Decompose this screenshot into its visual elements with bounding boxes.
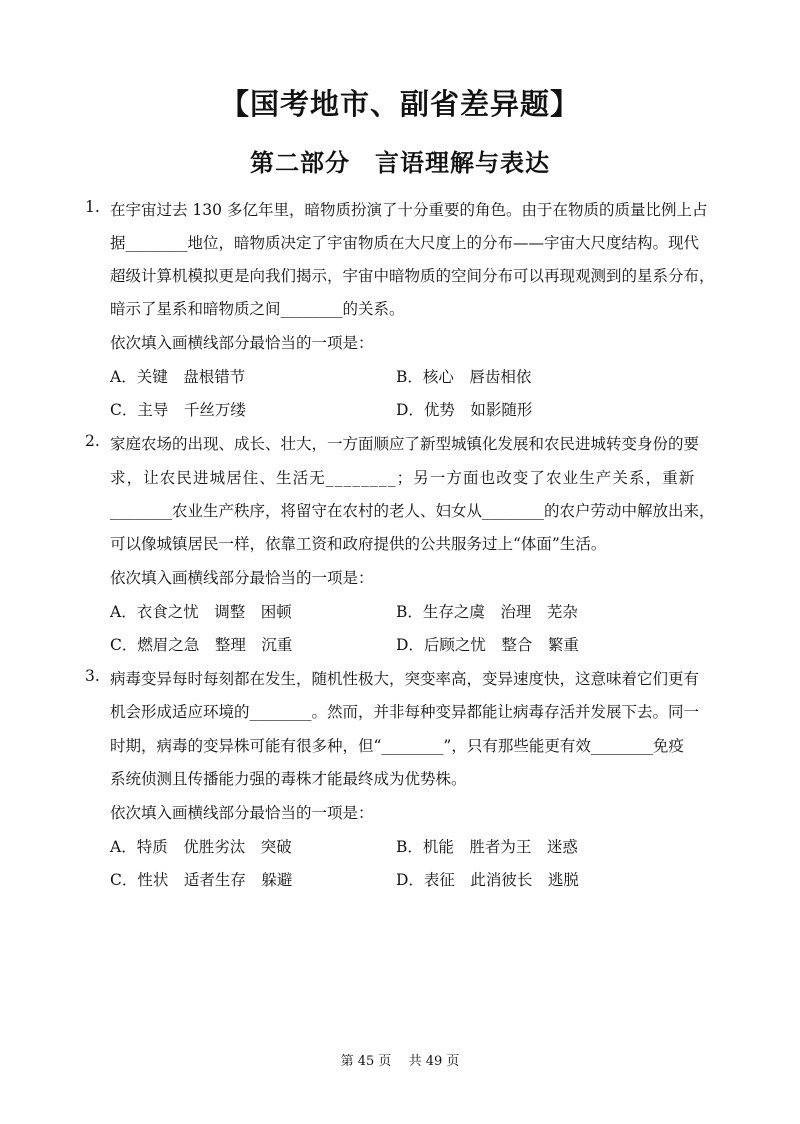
option-d: D．优势 如影随形	[396, 401, 533, 419]
question-prompt: 依次填入画横线部分最恰当的一项是：	[110, 569, 374, 587]
question-text-line: 系统侦测且传播能力强的毒株才能最终成为优势株。	[110, 770, 467, 788]
option-c: C．燃眉之急 整理 沉重	[110, 636, 293, 654]
section-heading: 第二部分 言语理解与表达	[250, 149, 550, 177]
question-text-line: 时期，病毒的变异株可能有很多种，但“________”，只有那些能更有效________免疫	[110, 737, 684, 755]
option-b: B．核心 唇齿相依	[396, 368, 532, 386]
page-title: 【国考地市、副省差异题】	[219, 87, 580, 121]
question-prompt: 依次填入画横线部分最恰当的一项是：	[110, 804, 374, 822]
question-text-line: 病毒变异每时每刻都在发生，随机性极大，突变率高，变异速度快，这意味着它们更有	[110, 670, 700, 688]
option-a: A．关键 盘根错节	[110, 368, 246, 386]
question-number: 2.	[85, 432, 100, 450]
option-b: B．机能 胜者为王 迷惑	[396, 838, 578, 856]
question-text-line: 求，让农民进城居住、生活无________；另一方面也改变了农业生产关系，重新	[110, 469, 696, 487]
question-prompt: 依次填入画横线部分最恰当的一项是：	[110, 334, 374, 352]
question-text-line: 暗示了星系和暗物质之间________的关系。	[110, 300, 405, 318]
option-d: D．表征 此消彼长 逃脱	[396, 871, 579, 889]
question-text-line: 据________地位，暗物质决定了宇宙物质在大尺度上的分布——宇宙大尺度结构。现代	[110, 234, 700, 252]
question-text-line: 超级计算机模拟更是向我们揭示，宇宙中暗物质的空间分布可以再现观测到的星系分布，	[110, 267, 715, 285]
option-d: D．后顾之忧 整合 繁重	[396, 636, 579, 654]
option-a: A．衣食之忧 调整 困顿	[110, 603, 292, 621]
option-a: A．特质 优胜劣汰 突破	[110, 838, 292, 856]
question-number: 3.	[85, 667, 100, 685]
question-text-line: 机会形成适应环境的________。然而，并非每种变异都能让病毒存活并发展下去。同一	[110, 703, 700, 721]
question-text-line: 家庭农场的出现、成长、壮大，一方面顺应了新型城镇化发展和农民进城转变身份的要	[110, 435, 700, 453]
page-footer: 第 45 页 共 49 页	[340, 1054, 460, 1069]
question-text-line: ________农业生产秩序，将留守在农村的老人、妇女从________的农户劳动中解放出来，	[110, 502, 715, 520]
question-text-line: 可以像城镇居民一样，依靠工资和政府提供的公共服务过上“体面”生活。	[110, 535, 607, 553]
option-c: C．主导 千丝万缕	[110, 401, 246, 419]
option-b: B．生存之虞 治理 芜杂	[396, 603, 578, 621]
question-text-line: 在宇宙过去 130 多亿年里，暗物质扮演了十分重要的角色。由于在物质的质量比例上占	[110, 201, 708, 219]
option-c: C．性状 适者生存 躲避	[110, 871, 293, 889]
question-number: 1.	[85, 198, 100, 216]
